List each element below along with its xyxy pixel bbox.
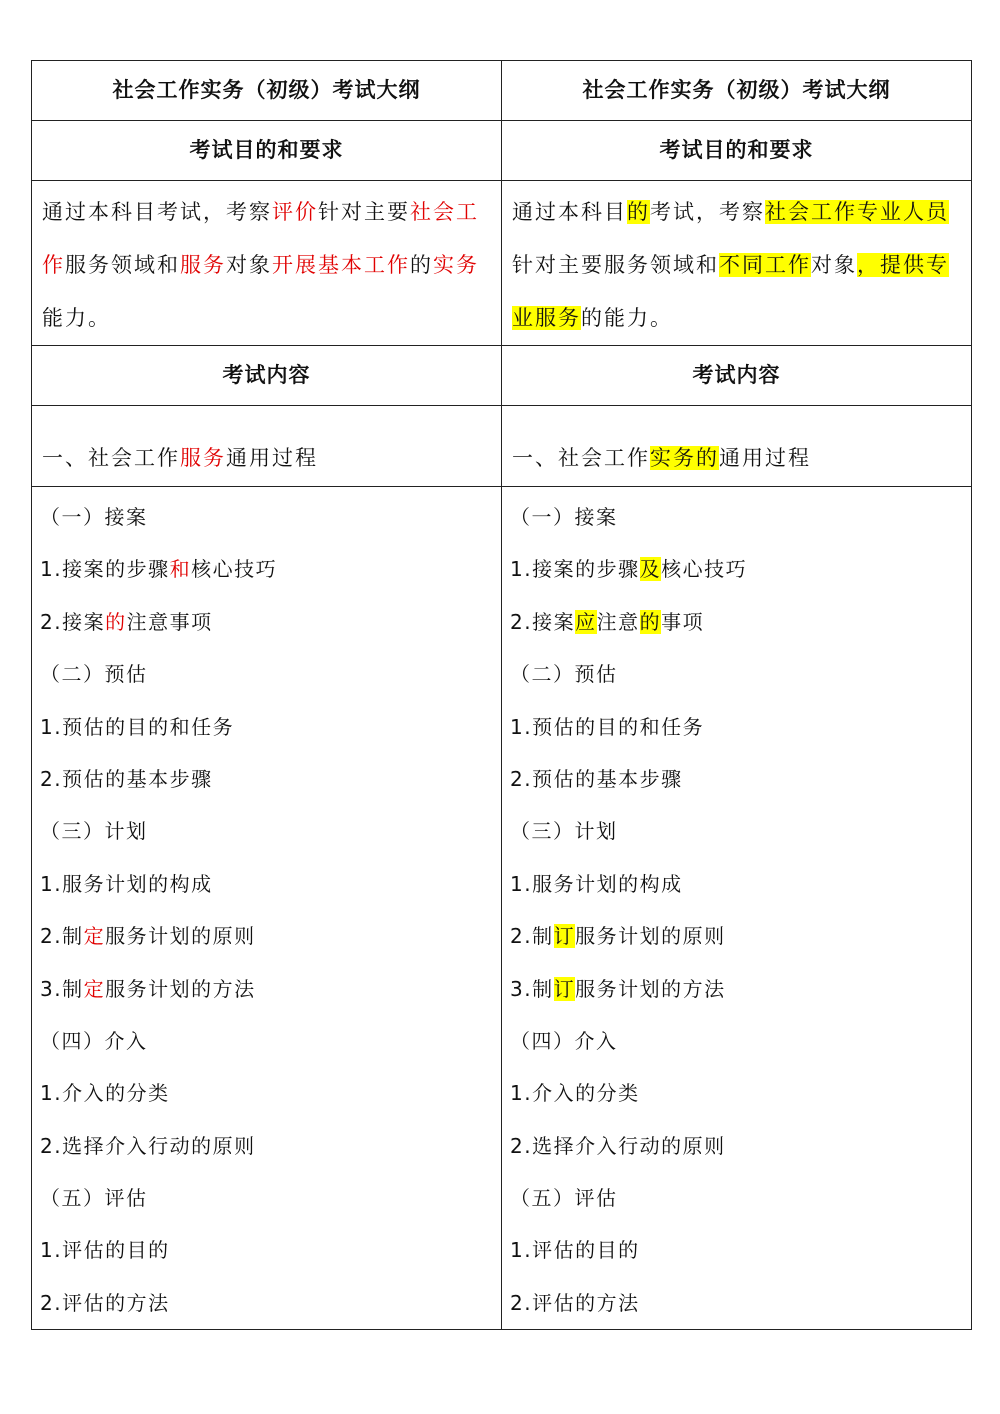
list-item [510,1277,963,1329]
list-item [40,1067,493,1119]
text-run: 2.选择介入行动的原则 [40,1133,256,1158]
text-run: 注意 [596,609,640,634]
title-row [32,61,972,121]
text-run: 注意事项 [126,609,213,634]
text-run: 1.接案的步骤 [510,557,640,582]
text-run: 一、社会工作 [42,446,180,470]
highlighted-text: 实务的 [650,446,719,470]
text-run: 1.评估的目的 [40,1238,170,1263]
text-run: 考试，考察 [650,200,765,224]
text-run: 通过本科目 [512,200,627,224]
list-item [40,596,493,648]
changed-text: 服务 [180,446,226,470]
changed-text: 定 [83,976,106,1001]
list-item [40,805,493,857]
right-item-list [502,487,972,1330]
text-run: （二）预估 [40,662,148,687]
left-title-cell [32,61,502,121]
highlighted-text: 的 [627,200,650,224]
text-run: （五）评估 [40,1186,148,1211]
list-item [40,648,493,700]
text-run: 2.评估的方法 [510,1290,640,1315]
changed-text: 评价 [272,200,318,224]
changed-text: 社会工作 [42,200,479,277]
left-title: 社会工作实务（初级）考试大纲 [112,78,421,102]
text-run: （一）接案 [510,505,618,529]
highlighted-text: 不同工作 [719,253,811,277]
right-title-cell [502,61,972,121]
left-goal-text [32,181,502,346]
text-run: （一）接案 [40,505,148,529]
list-item [40,543,493,595]
list-item [510,963,963,1015]
list-item [40,963,493,1015]
text-run: （三）计划 [40,819,148,844]
list-item [40,1277,493,1329]
changed-text: 定 [83,924,106,949]
right-goal-heading: 考试目的和要求 [659,138,814,162]
text-run: 2.制 [40,924,84,949]
text-run: 通过本科目考试，考察 [42,200,272,224]
list-item [510,805,963,857]
text-run: 服务计划的原则 [575,924,726,949]
text-run: 1.介入的分类 [510,1081,640,1106]
right-goal-heading-cell [502,121,972,181]
left-goal-heading: 考试目的和要求 [189,138,344,162]
text-run: （五）评估 [510,1186,618,1211]
text-run: 1.接案的步骤 [40,557,170,582]
goal-text-row [32,181,972,346]
text-run: 能力。 [42,306,111,330]
list-item [40,491,493,543]
text-run: 核心技巧 [191,557,278,582]
text-run: 2.接案 [40,609,106,634]
highlighted-text: 社会工作专业人员 [765,200,949,224]
right-section-cell [502,406,972,487]
goal-heading-row [32,121,972,181]
text-run: 2.评估的方法 [40,1290,170,1315]
highlighted-text: 的 [639,609,662,634]
list-item [510,753,963,805]
text-run: 对象 [226,253,272,277]
list-item [40,701,493,753]
text-run: （四）介入 [510,1028,618,1053]
text-run: 事项 [661,609,705,634]
right-goal-text [502,181,972,346]
text-run: 1.评估的目的 [510,1238,640,1263]
text-run: 对象 [811,253,857,277]
list-item [510,491,963,543]
list-item [40,753,493,805]
text-run: 2.制 [510,924,554,949]
text-run: 通用过程 [226,446,318,470]
left-section-cell [32,406,502,487]
left-content-heading-cell [32,346,502,406]
changed-text: 服务 [180,253,226,277]
list-item [510,1120,963,1172]
list-item [510,648,963,700]
highlighted-text: 订 [553,924,576,949]
text-run: 服务计划的方法 [575,976,726,1001]
text-run: 服务计划的原则 [105,924,256,949]
right-section-title [502,438,971,486]
list-item [510,1224,963,1276]
text-run: （四）介入 [40,1028,148,1053]
list-item [510,1172,963,1224]
changed-text: 实务 [433,253,479,277]
right-title: 社会工作实务（初级）考试大纲 [582,78,891,102]
list-item [40,910,493,962]
text-run: 3.制 [40,976,84,1001]
list-item [510,543,963,595]
highlighted-text: ，提供专业服务 [512,253,949,330]
text-run: 2.选择介入行动的原则 [510,1133,726,1158]
text-run: 1.介入的分类 [40,1081,170,1106]
right-content-heading: 考试内容 [692,363,781,387]
section-title-row [32,406,972,487]
text-run: 针对主要服务领域和 [512,253,719,277]
list-item [40,1172,493,1224]
text-run: 针对主要 [318,200,410,224]
highlighted-text: 应 [575,609,597,634]
left-section-title [32,438,501,486]
list-item [510,1067,963,1119]
text-run: 的 [410,253,433,277]
text-run: 核心技巧 [661,557,748,582]
list-item [40,858,493,910]
list-item [510,858,963,910]
content-heading-row [32,346,972,406]
list-item [40,1015,493,1067]
text-run: 2.预估的基本步骤 [510,766,683,791]
changed-text: 和 [169,557,192,582]
syllabus-comparison-table [31,60,972,1330]
highlighted-text: 订 [553,976,576,1001]
left-content-heading: 考试内容 [222,363,311,387]
changed-text: 的 [105,609,127,634]
left-item-list [32,487,502,1330]
list-item [510,596,963,648]
list-item [40,1224,493,1276]
list-item [510,910,963,962]
text-run: 的能力。 [581,306,673,330]
highlighted-text: 及 [639,557,662,582]
text-run: 1.预估的目的和任务 [40,714,235,739]
changed-text: 开展基本工作 [272,253,410,277]
text-run: 1.服务计划的构成 [40,871,213,896]
text-run: 通用过程 [719,446,811,470]
text-run: （三）计划 [510,819,618,844]
text-run: 1.服务计划的构成 [510,871,683,896]
list-item [510,701,963,753]
text-run: 2.接案 [510,609,576,634]
items-row [32,487,972,1330]
text-run: 服务领域和 [65,253,180,277]
text-run: 3.制 [510,976,554,1001]
left-goal-heading-cell [32,121,502,181]
text-run: 2.预估的基本步骤 [40,766,213,791]
right-content-heading-cell [502,346,972,406]
text-run: 1.预估的目的和任务 [510,714,705,739]
list-item [40,1120,493,1172]
text-run: 一、社会工作 [512,446,650,470]
text-run: （二）预估 [510,662,618,687]
list-item [510,1015,963,1067]
text-run: 服务计划的方法 [105,976,256,1001]
